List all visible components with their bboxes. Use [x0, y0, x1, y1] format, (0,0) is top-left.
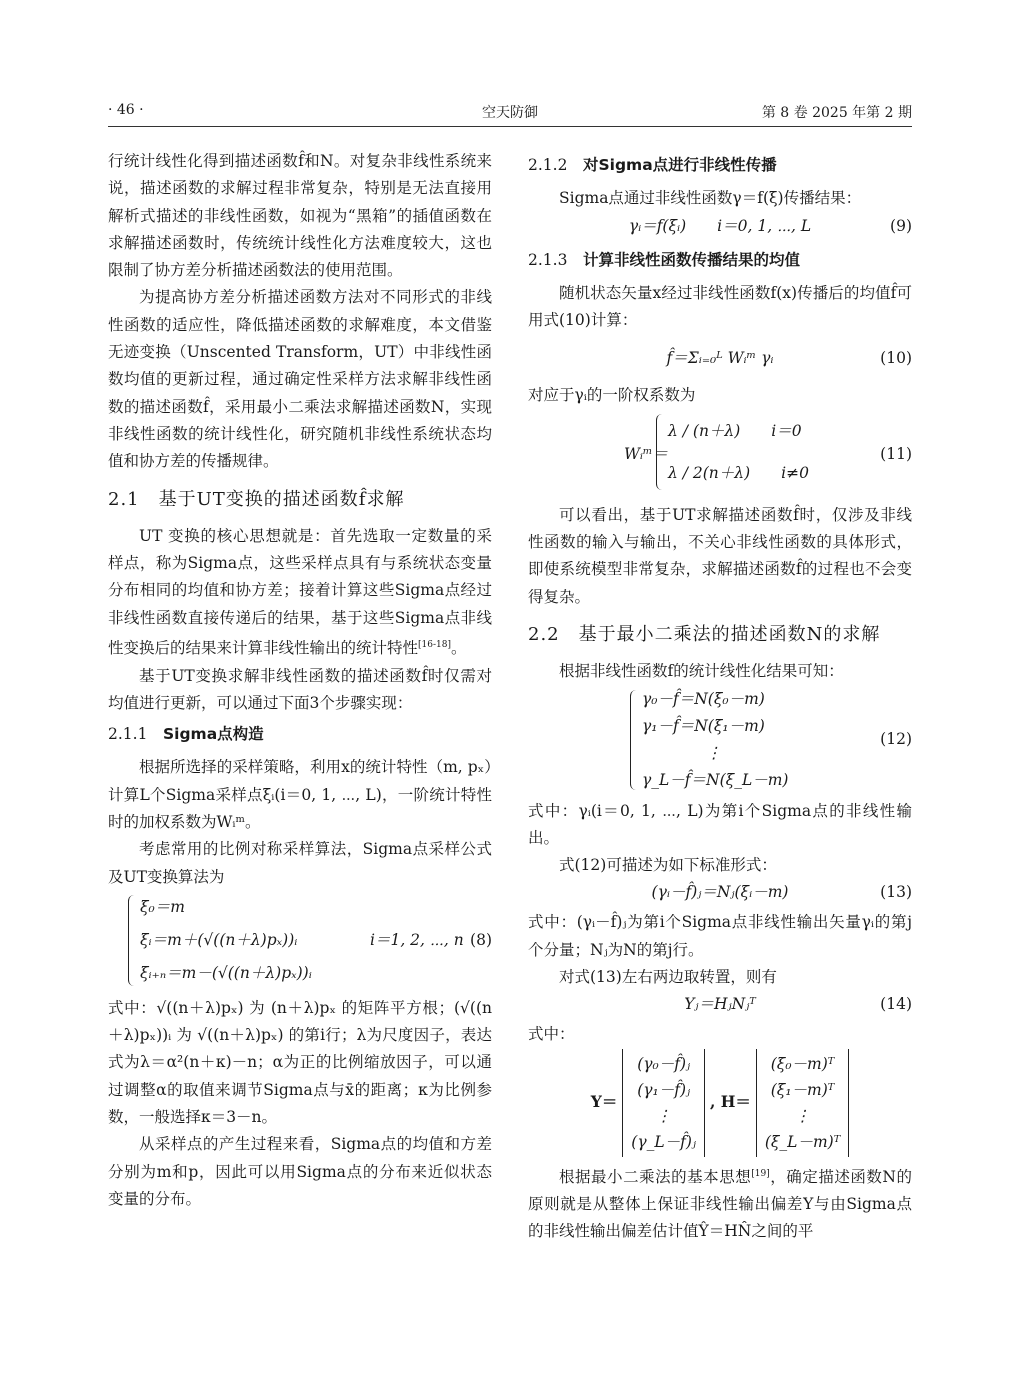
equation-condition: i＝1, 2, ⋯, n [370, 930, 464, 949]
paragraph: 可以看出，基于UT求解描述函数f̂时，仅涉及非线性函数的输入与输出，不关心非线性函数的具体形式，即使系统模型非常复杂，求解描述函数f̂的过程也不会变得复杂。 [528, 505, 912, 606]
subsection-heading: 2.1.2 对Sigma点进行非线性传播 [528, 156, 777, 174]
right-column [528, 148, 912, 1246]
citation: [16-18] [418, 640, 451, 651]
paragraph: 基于UT变换求解非线性函数的描述函数f̂时仅需对均值进行更新，可以通过下面3个步骤实现： [108, 666, 492, 712]
paragraph: 式中： [528, 1025, 575, 1044]
equation-number: (14) [880, 995, 912, 1014]
equation-10: f̂＝Σᵢ₌₀ᴸ Wᵢᵐ γᵢ (10) [528, 334, 912, 382]
running-head [108, 100, 912, 127]
paragraph: 行统计线性化得到描述函数f̂和N。对复杂非线性系统来说，描述函数的求解过程非常复杂，特别是无法直接用解析式描述的非线性函数，如视为“黑箱”的插值函数在求解描述函数时，传统统计线性化方法难度较大，这也限制了协方差分析描述函数法的使用范围。 [108, 152, 492, 280]
equation-11: Wᵢᵐ＝ λ / (n＋λ) i＝0 λ / 2(n＋λ) i≠0 (11) [528, 410, 912, 502]
paragraph: 根据非线性函数f的统计线性化结果可知： [559, 662, 844, 681]
issue-info: 第 8 卷 2025 年第 2 期 [761, 105, 912, 121]
paragraph: 根据最小二乘法的基本思想[19]，确定描述函数N的原则就是从整体上保证非线性输出偏差Y与由Sigma点的非线性输出偏差估计值Ŷ＝HN̂之间的平 [528, 1167, 912, 1241]
paragraph: Sigma点通过非线性函数γ＝f(ξ)传播结果： [559, 189, 862, 208]
equation-number: (8) [470, 930, 492, 949]
paragraph: 考虑常用的比例对称采样算法，Sigma点采样公式及UT变换算法为 [108, 840, 492, 886]
paragraph: 对式(13)左右两边取转置，则有 [559, 968, 777, 987]
left-column [108, 148, 492, 1213]
equation-14: Yⱼ＝HⱼNⱼᵀ (14) [528, 991, 912, 1021]
equation-number: (13) [880, 883, 912, 902]
equation-9: γᵢ＝f(ξᵢ) i＝0, 1, ⋯, L (9) [528, 213, 912, 243]
paragraph: 随机状态矢量x经过非线性函数f(x)传播后的均值f̂可用式(10)计算： [528, 283, 912, 330]
journal-title: 空天防御 [482, 105, 538, 121]
equation-number: (9) [890, 216, 912, 235]
paragraph: UT 变换的核心思想就是：首先选取一定数量的采样点，称为Sigma点，这些采样点具有与系统状态变量分布相同的均值和协方差；接着计算这些Sigma点经过非线性函数直接传递后的结果，基于这些Sigma点非线性变换后的结果来计算非线性输出的统计特性[16-18]。 [108, 526, 492, 658]
section-heading: 2.2 基于最小二乘法的描述函数N的求解 [528, 623, 881, 645]
paragraph: 式中：γᵢ(i＝0, 1, ⋯, L)为第i个Sigma点的非线性输出。 [528, 801, 912, 847]
matrix-H: (ξ₀－m)ᵀ (ξ₁－m)ᵀ ⋮ (ξ_L－m)ᵀ [756, 1049, 849, 1157]
subsection-heading: 2.1.3 计算非线性函数传播结果的均值 [528, 250, 800, 269]
paragraph: 式(12)可描述为如下标准形式： [559, 856, 777, 875]
paragraph: 根据所选择的采样策略，利用x的统计特性（m, pₓ）计算L个Sigma采样点ξᵢ(i＝0, 1, ⋯, L)，一阶统计特性时的加权系数为Wᵢᵐ。 [108, 758, 492, 831]
equation-number: (10) [880, 349, 912, 368]
paragraph: 式中：(γᵢ－f̂)ⱼ为第i个Sigma点非线性输出矢量γᵢ的第j个分量；Nⱼ为N的第j行。 [528, 913, 912, 959]
equation-8: ξ₀＝m ξᵢ＝m＋(√((n＋λ)pₓ))ᵢ ξᵢ₊ₙ＝m－(√((n＋λ)pₓ))ᵢ i＝1, 2, ⋯, n (8) [108, 891, 492, 995]
paragraph: 式中：√((n＋λ)pₓ) 为 (n＋λ)pₓ 的矩阵平方根；(√((n＋λ)pₓ))ᵢ 为 √((n＋λ)pₓ) 的第i行；λ为尺度因子，表达式为λ＝α²(n＋κ)－n；α为正的比例缩放因子，可以通过调整α的取值来调节Sigma点与x̄的距离；κ为比例参数，一般选择κ＝3－n。 [108, 998, 492, 1127]
matrix-Y: (γ₀－f̂)ⱼ (γ₁－f̂)ⱼ ⋮ (γ_L－f̂)ⱼ [622, 1049, 705, 1157]
equation-number: (11) [880, 444, 912, 463]
citation: [19] [751, 1168, 770, 1179]
page-number: · 46 · [108, 102, 144, 118]
subsection-heading: 2.1.1 Sigma点构造 [108, 725, 264, 744]
paragraph: 从采样点的产生过程来看，Sigma点的均值和方差分别为m和p，因此可以用Sigma点的分布来近似状态变量的分布。 [108, 1135, 492, 1208]
paragraph: 为提高协方差分析描述函数方法对不同形式的非线性函数的适应性，降低描述函数的求解难度，本文借鉴无迹变换（Unscented Transform，UT）中非线性函数均值的更新过程，通过确定性采样方法求解非线性函数的描述函数f̂，采用最小二乘法求解描述函数N，实现非线性函数的统计线性化，研究随机非线性系统状态均值和协方差的传播规律。 [108, 288, 492, 471]
matrix-equation: Y＝ (γ₀－f̂)ⱼ (γ₁－f̂)ⱼ ⋮ (γ_L－f̂)ⱼ , H＝ (ξ₀－m)ᵀ (ξ₁－m)ᵀ ⋮ (ξ_L－m)ᵀ [528, 1049, 912, 1161]
equation-12: γ₀－f̂＝N(ξ₀－m) γ₁－f̂＝N(ξ₁－m) ⋮ γ_L－f̂＝N(ξ_L－m) (12) [528, 686, 912, 798]
paragraph: 对应于γᵢ的一阶权系数为 [528, 386, 696, 405]
equation-13: (γᵢ－f̂)ⱼ＝Nⱼ(ξᵢ－m) (13) [528, 879, 912, 909]
equation-number: (12) [880, 729, 912, 748]
section-heading: 2.1 基于UT变换的描述函数f̂求解 [108, 488, 405, 510]
